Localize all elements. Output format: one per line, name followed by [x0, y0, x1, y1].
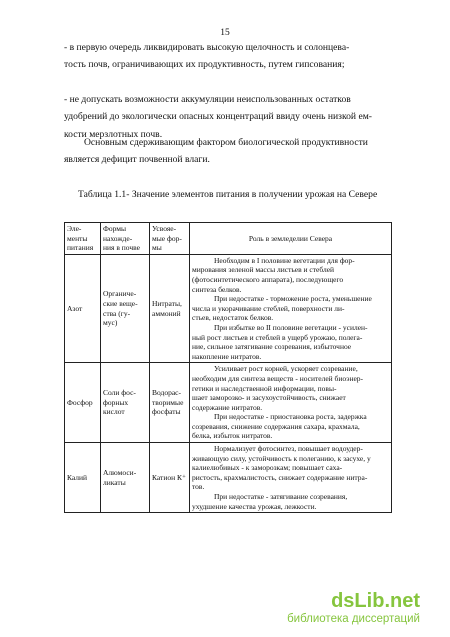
soil-forms-cell: Соли фос- форных кислот	[101, 363, 150, 443]
role-line: ный рост листьев и стеблей в ущерб урожаю, полега-	[192, 332, 363, 342]
page-number: 15	[220, 28, 230, 38]
role-line: гетики и наследственной информации, повы-	[192, 383, 337, 393]
nutrients-table	[64, 222, 392, 513]
role-line: синтеза белков.	[192, 284, 242, 294]
table-row	[65, 443, 392, 513]
text-line: - не допускать возможности аккумуляции неиспользованных остатков	[64, 94, 351, 105]
role-line: При недостатке - торможение роста, уменьшение	[214, 294, 372, 304]
role-line: белка, избыток нитратов.	[192, 431, 273, 441]
role-line: При избытке во II половине вегетации - усилен-	[214, 322, 368, 332]
role-line: живающую силу, устойчивость к полеганию, к засухе, у	[192, 453, 371, 463]
role-line: стьев, недостаток белков.	[192, 313, 274, 323]
role-line: необходим для синтеза веществ - носителей биоэнер-	[192, 373, 364, 383]
role-line: (фотосинтетического аппарата), последующего	[192, 274, 344, 284]
paragraph-1	[64, 39, 392, 74]
text-line: тость почв, ограничивающих их продуктивность, путем гипсования;	[64, 59, 345, 71]
text-line: удобрений до экологически опасных концентраций ввиду очень низкой ем-	[64, 111, 372, 123]
role-line: Необходим в I половине вегетации для фор-	[214, 255, 355, 265]
available-forms-cell: Водорас- творимые фосфаты	[150, 363, 190, 443]
role-cell	[190, 363, 392, 443]
role-line: мирования зеленой массы листьев и стеблей	[192, 265, 335, 275]
text-line: является дефицит почвенной влаги.	[64, 154, 210, 166]
table-row	[65, 254, 392, 363]
role-cell	[190, 443, 392, 513]
watermark-subtitle: библиотека диссертаций	[287, 613, 420, 625]
role-line: калиелюбивых - к заморозкам; повышает сaха-	[192, 463, 343, 473]
watermark	[287, 590, 420, 626]
available-forms-cell: Катион К⁺	[150, 443, 190, 513]
role-line: ухудшение качества урожая, лежкости.	[192, 501, 317, 511]
paragraph-3	[64, 134, 392, 169]
role-line: Нормализует фотосинтез, повышает водоудер-	[214, 444, 363, 454]
role-line: шает заморозко- и засухоустойчивость, снижает	[192, 393, 346, 403]
role-line: При недостатке - затягивание созревания,	[214, 492, 348, 502]
role-line: содержание нитратов.	[192, 402, 263, 412]
table-body	[65, 254, 392, 512]
soil-forms-cell: Органиче- ские веще- ства (гу- мус)	[101, 254, 150, 363]
soil-forms-cell: Алюмоси- ликаты	[101, 443, 150, 513]
role-line: ристость, крахмалистость, снижает содержание нитра-	[192, 472, 368, 482]
available-forms-cell: Нитраты, аммоний	[150, 254, 190, 363]
text-line: Основным сдерживающим фактором биологической продуктивности	[84, 137, 368, 148]
header-forms-in-soil: Формы нахожде- ния в почве	[101, 223, 150, 255]
table-header-row	[65, 223, 392, 255]
text-line: кости мерзлотных почв.	[64, 128, 163, 140]
header-role: Роль в земледелии Севера	[190, 223, 392, 255]
role-line: Усиливает рост корней, ускоряет созревание,	[214, 364, 358, 374]
role-line: При недостатке - приостановка роста, задержка	[214, 412, 367, 422]
element-cell: Фосфор	[65, 363, 101, 443]
role-line: числа и укорачивание стеблей, поверхности ли-	[192, 303, 345, 313]
role-cell	[190, 254, 392, 363]
role-line: тов.	[192, 482, 205, 492]
text-line: - в первую очередь ликвидировать высокую щелочность и солонцева-	[64, 42, 350, 53]
watermark-logo: dsLib.net	[331, 590, 420, 612]
role-line: созревания, снижение содержания сахара, крахмала,	[192, 421, 360, 431]
header-available-forms: Усвояе- мые фор- мы	[150, 223, 190, 255]
role-line: ние, сильное затягивание созревания, избыточное	[192, 342, 352, 352]
table-caption: Таблица 1.1- Значение элементов питания в получении урожая на Севере	[78, 189, 378, 200]
header-elements: Эле- менты питания	[65, 223, 101, 255]
element-cell: Азот	[65, 254, 101, 363]
table-row	[65, 363, 392, 443]
element-cell: Калий	[65, 443, 101, 513]
role-line: накопление нитратов.	[192, 351, 262, 361]
